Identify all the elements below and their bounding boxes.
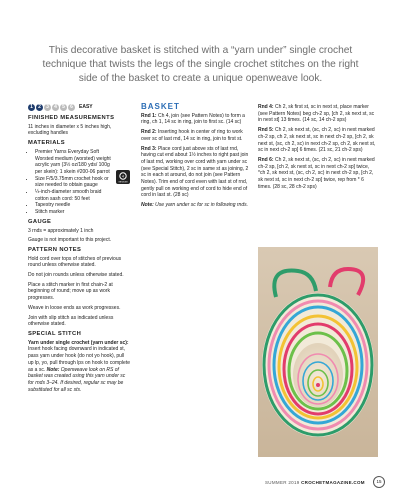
gauge-line: 3 rnds = approximately 1 inch [28,227,94,234]
finished-heading: FINISHED MEASUREMENTS [28,115,115,121]
rnd-label: Rnd 5: [258,127,274,134]
pattern-note: Do not join rounds unless otherwise stated. [28,272,124,279]
pattern-note: Place a stitch marker in first chain-2 at beginning of round; move up as work progresses. [28,281,113,302]
basket-center [316,383,320,387]
intro-paragraph: This decorative basket is stitched with a “yarn under” single crochet technique that twists the legs of the single crochet stitches on the right side of the basket to create a unique openweave look. [42,45,359,84]
basket-rnd [258,127,376,154]
rnd-text: Ch 4, join (see Pattern Notes) to form a ring, ch 1, 14 sc in ring, join to first sc. (14 sc) [141,112,245,126]
basket-photo [258,247,378,457]
gauge-line: Gauge is not important to this project. [28,237,112,244]
special-stitch-name: Yarn under single crochet (yarn under sc): [28,339,129,346]
materials-item: • Size F/5/3.75mm crochet hook or size needed to obtain gauge [35,176,116,189]
materials-list [28,149,130,216]
skill-dot-6: 6 [68,104,75,111]
rnd-text: Ch 2, sk first st, sc in next st, place marker (see Pattern Notes) beg ch-2 sp, [ch 2, sk next st, sc in next st] 13 times. (14 sc, 14 ch-2 sps) [258,104,375,124]
materials-heading: MATERIALS [28,140,65,147]
footer-season: SUMMER 2019 [265,480,300,485]
page-number: 15 [373,476,385,488]
skill-dot-3: 3 [44,104,51,111]
skill-label: EASY [79,104,93,111]
special-stitch-heading: SPECIAL STITCH [28,330,82,337]
pattern-notes-heading: PATTERN NOTES [28,246,82,253]
special-stitch-note-label: Note: [46,366,60,373]
materials-item: • Tapestry needle [35,202,116,209]
rnd-label: Rnd 2: [141,129,157,136]
yarn-weight-label: MEDIUM [118,181,128,184]
basket-interior [293,343,343,407]
pattern-note: Hold cord over tops of stitches of previous round unless otherwise stated. [28,255,122,269]
basket-note [141,202,251,209]
basket-rnd [141,146,251,200]
basket-rnd [258,104,376,124]
svg-text:4: 4 [122,174,124,179]
finished-text: 11 inches in diameter x 5 inches high, excluding handles [28,123,112,137]
special-stitch-text [28,340,130,394]
rnd-label: Rnd 1: [141,112,157,119]
pattern-note: Weave in loose ends as work progresses. [28,304,121,311]
rnd-text: Place cord just above sts of last rnd, having cut end about 1½ inches to right past join of last rnd, working over cord with yarn under sc (see Special Stitch), 2 sc in same st as joining, 2 sc in each st around, do not join (see Pattern Notes). Trim end of cord even with last st of rnd, gently pull on working end of cord to hide end of cord in last st. (28 sc) [141,145,249,199]
footer-site: CROCHETMAGAZINE.COM [301,480,365,485]
basket-rnd [141,129,251,142]
skill-dot-1: 1 [28,104,35,111]
column-left [28,104,130,396]
yarn-weight-icon [116,170,130,184]
skill-dot-5: 5 [60,104,67,111]
rnd-text: Ch 2, sk next st, (sc, ch 2, sc) in next marked ch-2 sp, [ch 2, sk next st, sc in next ch-2 sp] twice, *ch 2, sk next st, (sc, ch 2, sc) in next ch-2 sp, [ch 2, sk next st, sc in next ch-2 sp] twice, rep from * 6 times. (28 sc, 28 ch-2 sps) [258,156,375,190]
rnd-label: Rnd 3: [141,145,157,152]
column-middle [141,104,251,212]
skill-level [28,104,130,111]
basket-rnd [141,113,251,126]
rnd-label: Rnd 4: [258,104,274,110]
materials-section [28,140,130,216]
rnd-text: Inserting hook in center of ring to work over sc of last rnd, 14 sc in ring, join to first st. [141,129,243,142]
basket-heading: BASKET [141,102,180,111]
page-footer [265,480,365,485]
rnd-label: Rnd 6: [258,156,274,163]
basket-note-text: Use yarn under sc for sc in following rnds. [155,202,248,209]
column-right [258,104,376,193]
rnd-text: Ch 2, sk next st, (sc, ch 2, sc) in next marked ch-2 sp, ch 2, sk next st, sc in next ch-2 sp, [ch 2, sk next st, (sc, ch 2, sc) in next ch-2 sp, ch 2, sk next st, sc in next ch-2 sp] 6 times. (21 sc, 21 ch-2 sps) [258,127,376,154]
gauge-heading: GAUGE [28,218,52,225]
materials-item: • ¼-inch-diameter smooth braid cotton sash cord: 50 feet [35,189,116,202]
special-stitch-note: Openweave look on RS of basket was created using this yarn under sc for rnds 3–24. If desired, regular sc may be substituted for all sc sts. [28,366,126,393]
basket-rnd [258,157,376,191]
basket-note-label: Note: [141,202,154,209]
skill-dot-2: 2 [36,104,43,111]
pattern-note: Join with slip stitch as indicated unless otherwise stated. [28,314,114,328]
special-stitch-desc: Insert hook facing downward in indicated st, pass yarn under hook (do not yo hook), pull up lp, yo, pull through lps on hook to complete as a sc. [28,346,131,373]
skill-dot-4: 4 [52,104,59,111]
materials-item: • Premier Yarns Everyday Soft Worsted medium (worsted) weight acrylic yarn (3½ oz/180 yds/ 100g per skein): 1 skein #200-06 parrot [35,149,116,176]
materials-item: • Stitch marker [35,209,116,216]
